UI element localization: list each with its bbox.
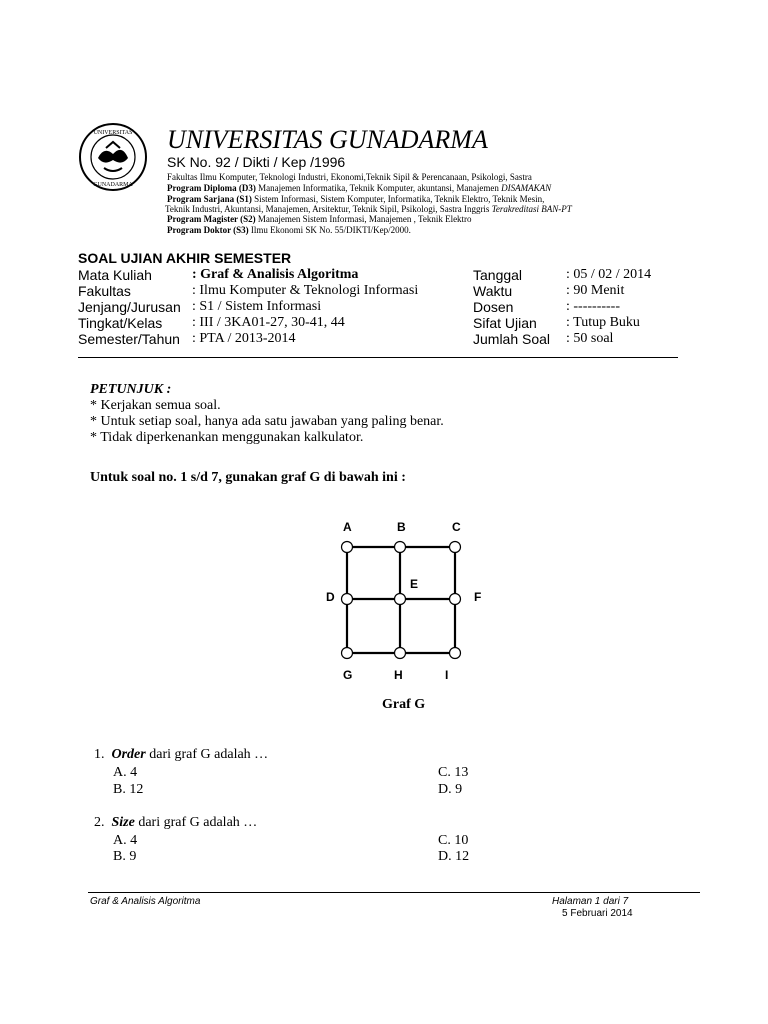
- value-waktu: : 90 Menit: [566, 283, 625, 298]
- graph-g-diagram: [320, 515, 490, 685]
- question-2: 2. Size dari graf G adalah …: [94, 815, 258, 830]
- label-waktu: Waktu: [473, 283, 513, 299]
- program-sarjana-cont: Teknik Industri, Akuntansi, Manajemen, Arsitektur, Teknik Sipil, Psikologi, Sastra Inggris Terakreditasi BAN-PT: [165, 204, 572, 214]
- label-fakultas: Fakultas: [78, 283, 131, 299]
- q1-option-a[interactable]: A. 4: [113, 765, 138, 780]
- value-tanggal: : 05 / 02 / 2014: [566, 267, 652, 282]
- instructions-heading: PETUNJUK :: [90, 382, 172, 397]
- value-dosen: : ----------: [566, 299, 621, 314]
- value-fakultas: : Ilmu Komputer & Teknologi Informasi: [192, 283, 419, 298]
- label-jenjang: Jenjang/Jurusan: [78, 299, 181, 315]
- value-tingkat: : III / 3KA01-27, 30-41, 44: [192, 315, 345, 330]
- program-doktor: Program Doktor (S3) Ilmu Ekonomi SK No. 55/DIKTI/Kep/2000.: [167, 225, 411, 235]
- label-tanggal: Tanggal: [473, 267, 523, 283]
- node-label-f: F: [474, 590, 482, 604]
- value-sifat-ujian: : Tutup Buku: [566, 315, 640, 330]
- label-semester: Semester/Tahun: [78, 331, 180, 347]
- node-b: [395, 542, 406, 553]
- faculties-line: Fakultas Ilmu Komputer, Teknologi Industri, Ekonomi,Teknik Sipil & Perencanaan, Psikologi, Sastra: [167, 172, 532, 182]
- node-label-b: B: [397, 520, 406, 534]
- node-i: [450, 648, 461, 659]
- question-1: 1. Order dari graf G adalah …: [94, 747, 269, 762]
- q2-option-d[interactable]: D. 12: [438, 849, 470, 864]
- q1-option-c[interactable]: C. 13: [438, 765, 469, 780]
- instruction-item: * Tidak diperkenankan menggunakan kalkulator.: [90, 430, 364, 445]
- node-label-h: H: [394, 668, 403, 682]
- label-mata-kuliah: Mata Kuliah: [78, 267, 152, 283]
- node-h: [395, 648, 406, 659]
- node-label-g: G: [343, 668, 353, 682]
- value-jenjang: : S1 / Sistem Informasi: [192, 299, 322, 314]
- q2-option-a[interactable]: A. 4: [113, 833, 138, 848]
- q2-option-b[interactable]: B. 9: [113, 849, 137, 864]
- label-dosen: Dosen: [473, 299, 514, 315]
- logo-text-top: UNIVERSITAS: [93, 130, 133, 136]
- footer-course: Graf & Analisis Algoritma: [90, 896, 201, 907]
- node-a: [342, 542, 353, 553]
- graph-intro: Untuk soal no. 1 s/d 7, gunakan graf G di bawah ini :: [90, 470, 406, 485]
- node-g: [342, 648, 353, 659]
- q1-option-b[interactable]: B. 12: [113, 782, 144, 797]
- instruction-item: * Untuk setiap soal, hanya ada satu jawaban yang paling benar.: [90, 414, 444, 429]
- node-label-d: D: [326, 590, 335, 604]
- value-jumlah-soal: : 50 soal: [566, 331, 614, 346]
- node-label-i: I: [445, 668, 449, 682]
- program-diploma: Program Diploma (D3) Manajemen Informatika, Teknik Komputer, akuntansi, Manajemen DISAMAKAN: [167, 183, 552, 193]
- program-magister: Program Magister (S2) Manajemen Sistem Informasi, Manajemen , Teknik Elektro: [167, 214, 472, 224]
- label-jumlah-soal: Jumlah Soal: [473, 331, 551, 347]
- node-d: [342, 594, 353, 605]
- node-c: [450, 542, 461, 553]
- q1-option-d[interactable]: D. 9: [438, 782, 463, 797]
- logo-text-bottom: GUNADARMA: [93, 182, 133, 188]
- q2-option-c[interactable]: C. 10: [438, 833, 469, 848]
- footer-date: 5 Februari 2014: [562, 908, 633, 919]
- header-divider: [78, 357, 678, 358]
- node-label-c: C: [452, 520, 461, 534]
- node-f: [450, 594, 461, 605]
- node-e: [395, 594, 406, 605]
- footer-page: Halaman 1 dari 7: [552, 896, 629, 907]
- sk-number: SK No. 92 / Dikti / Kep /1996: [167, 154, 346, 170]
- label-sifat-ujian: Sifat Ujian: [473, 315, 537, 331]
- node-label-e: E: [410, 577, 419, 591]
- exam-title: SOAL UJIAN AKHIR SEMESTER: [78, 250, 292, 266]
- university-seal-logo: [78, 122, 148, 192]
- label-tingkat: Tingkat/Kelas: [78, 315, 163, 331]
- program-sarjana: Program Sarjana (S1) Sistem Informasi, Sistem Komputer, Informatika, Teknik Elektro, Teknik Mesin,: [167, 194, 545, 204]
- graph-caption: Graf G: [382, 697, 426, 712]
- university-name: UNIVERSITAS GUNADARMA: [167, 125, 488, 154]
- footer-divider: [88, 892, 700, 893]
- value-semester: : PTA / 2013-2014: [192, 331, 296, 346]
- instruction-item: * Kerjakan semua soal.: [90, 398, 221, 413]
- node-label-a: A: [343, 520, 352, 534]
- value-mata-kuliah: : Graf & Analisis Algoritma: [192, 267, 359, 282]
